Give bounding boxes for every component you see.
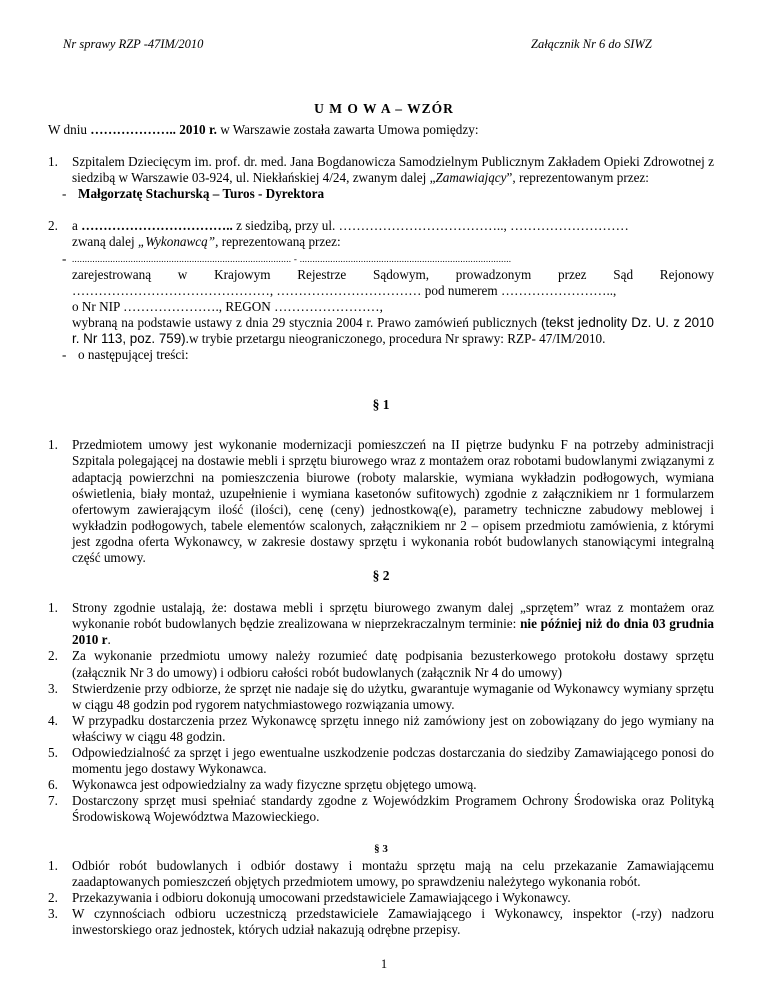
page-number: 1 — [380, 957, 388, 971]
case-number-header: Nr sprawy RZP -47IM/2010 — [63, 37, 204, 51]
party-1: 1. Szpitalem Dziecięcym im. prof. dr. med. Jana Bogdanowicza Samodzielnym Publicznym Zakładem Opieki Zdrowotnej z siedzibą w Warszawie 03-924, ul. Niekłańskiej 4/24, zwanym dalej „Zamawiający”, reprezentowanym przez: — [48, 154, 714, 186]
section-3-heading: § 3 — [374, 843, 388, 856]
party-2-representative-dots: - ...................................................................................... - ................................................................................... — [62, 250, 512, 266]
section-2-item: 5. Odpowiedzialność za sprzęt i jego ewentualne uszkodzenie podczas dostarczania do siedziby Zamawiającego ponosi do momentu jego dostawy Wykonawca. — [48, 745, 714, 777]
party-2-legal-basis: wybraną na podstawie ustawy z dnia 29 stycznia 2004 r. Prawo zamówień publicznych (tekst jednolity Dz. U. z 2010 r. Nr 113, poz. 759).w trybie przetargu nieograniczonego, procedura Nr sprawy: RZP- 47/IM/2010. — [72, 314, 714, 347]
section-2-item: 6. Wykonawca jest odpowiedzialny za wady fizyczne sprzętu objętego umową. — [48, 777, 477, 793]
contract-date: ……………….. 2010 r. — [90, 122, 217, 137]
section-1-heading: § 1 — [372, 397, 390, 413]
section-2-item: 4. W przypadku dostarczenia przez Wykonawcę sprzętu innego niż zamówiony jest on zobowiązany do jego wymiany na właściwy w ciągu 48 godzin. — [48, 712, 714, 744]
section-2-item: 3. Stwierdzenie przy odbiorze, że sprzęt nie nadaje się do użytku, gwarantuje wymaganie od Wykonawcy wymiany sprzętu w ciągu 48 godzin pod rygorem natychmiastowego rozwiązania umowy. — [48, 680, 714, 712]
party-2-designation: zwaną dalej „Wykonawcą”, reprezentowaną przez: — [72, 234, 341, 250]
deadline: nie później niż do dnia 03 grudnia 2010 r — [72, 616, 714, 648]
intro-line: W dniu ……………….. 2010 r. w Warszawie została zawarta Umowa pomiędzy: — [48, 122, 479, 137]
section-3-item: 3. W czynnościach odbioru uczestniczą przedstawiciele Zamawiającego i Wykonawcy, inspektor (-rzy) nadzoru inwestorskiego oraz jednostek, których udział nakazują odrębne przepisy. — [48, 905, 714, 937]
attachment-header: Załącznik Nr 6 do SIWZ — [531, 37, 652, 51]
party-2-nip-regon: o Nr NIP …………………., REGON ……………………, — [72, 298, 383, 314]
section-2-item: 2. Za wykonanie przedmiotu umowy należy rozumieć datę podpisania bezusterkowego protokołu dostawy sprzętu (załącznik Nr 3 do umowy) i odbioru całości robót budowlanych (załącznik Nr 4 do umowy) — [48, 648, 714, 680]
party-1-representative: - Małgorzatę Stachurską – Turos - Dyrektora — [62, 186, 325, 202]
document-title: U M O W A – WZÓR — [314, 101, 454, 116]
section-3-item: 2. Przekazywania i odbioru dokonują umocowani przedstawiciele Zamawiającego i Wykonawcy. — [48, 889, 571, 905]
section-1-item: 1. Przedmiotem umowy jest wykonanie modernizacji pomieszczeń na II piętrze budynku F na potrzeby administracji Szpitala polegającej na dostawie mebli i sprzętu biurowego wraz z montażem oraz robotami budowlanymi związanymi z adaptacją powierzchni na pomieszczenia biurowe (roboty malarskie, wymiana wykładzin podłogowych, wymiana oświetlenia, biały montaż, uzupełnienie i wymiana kasetonów sufitowych) zgodnie z załącznikiem nr 1 formularzem ofertowym zawierającym ilość (ilości), cenę (ceny) jednostkową(e), parametry techniczne zabudowy meblowej i wykładzin podłogowych, tabele elementów scalonych, załącznikiem nr 2 – opisem przedmiotu zamówienia, z którymi jest zgodna oferta Wykonawcy, w zakresie dostawy sprzętu i wykonania robót budowlanych stanowiącymi integralną część umowy. — [48, 437, 714, 565]
contents-intro: - o następującej treści: — [62, 347, 189, 363]
section-2-heading: § 2 — [372, 568, 390, 584]
party-2-register-number: ………………………………………, …………………………… pod numerem …………………….., — [72, 282, 617, 298]
section-3-item: 1. Odbiór robót budowlanych i odbiór dostawy i montażu sprzętu mają na celu przekazanie Zamawiającemu zaadaptowanych pomieszczeń objętych przedmiotem umowy, po sprawdzeniu należytego wykonania robót. — [48, 857, 714, 889]
party-2-court-register: zarejestrowaną w Krajowym Rejestrze Sądowym, prowadzonym przez Sąd Rejonowy — [72, 266, 714, 282]
section-2-item: 1. Strony zgodnie ustalają, że: dostawa mebli i sprzętu biurowego zwanym dalej „sprzętem” wraz z montażem oraz wykonanie robót budowlanych będzie zrealizowana w nieprzekraczalnym terminie: nie później niż do dnia 03 grudnia 2010 r. — [48, 600, 714, 648]
party-2: 2. a …………………………….. z siedzibą, przy ul. ……………………………….., ……………………… — [48, 218, 629, 234]
document-body — [48, 122, 714, 938]
section-2-item: 7. Dostarczony sprzęt musi spełniać standardy zgodne z Wojewódzkim Programem Ochrony Środowiska oraz Polityką Środowiskową Województwa Mazowieckiego. — [48, 793, 714, 825]
